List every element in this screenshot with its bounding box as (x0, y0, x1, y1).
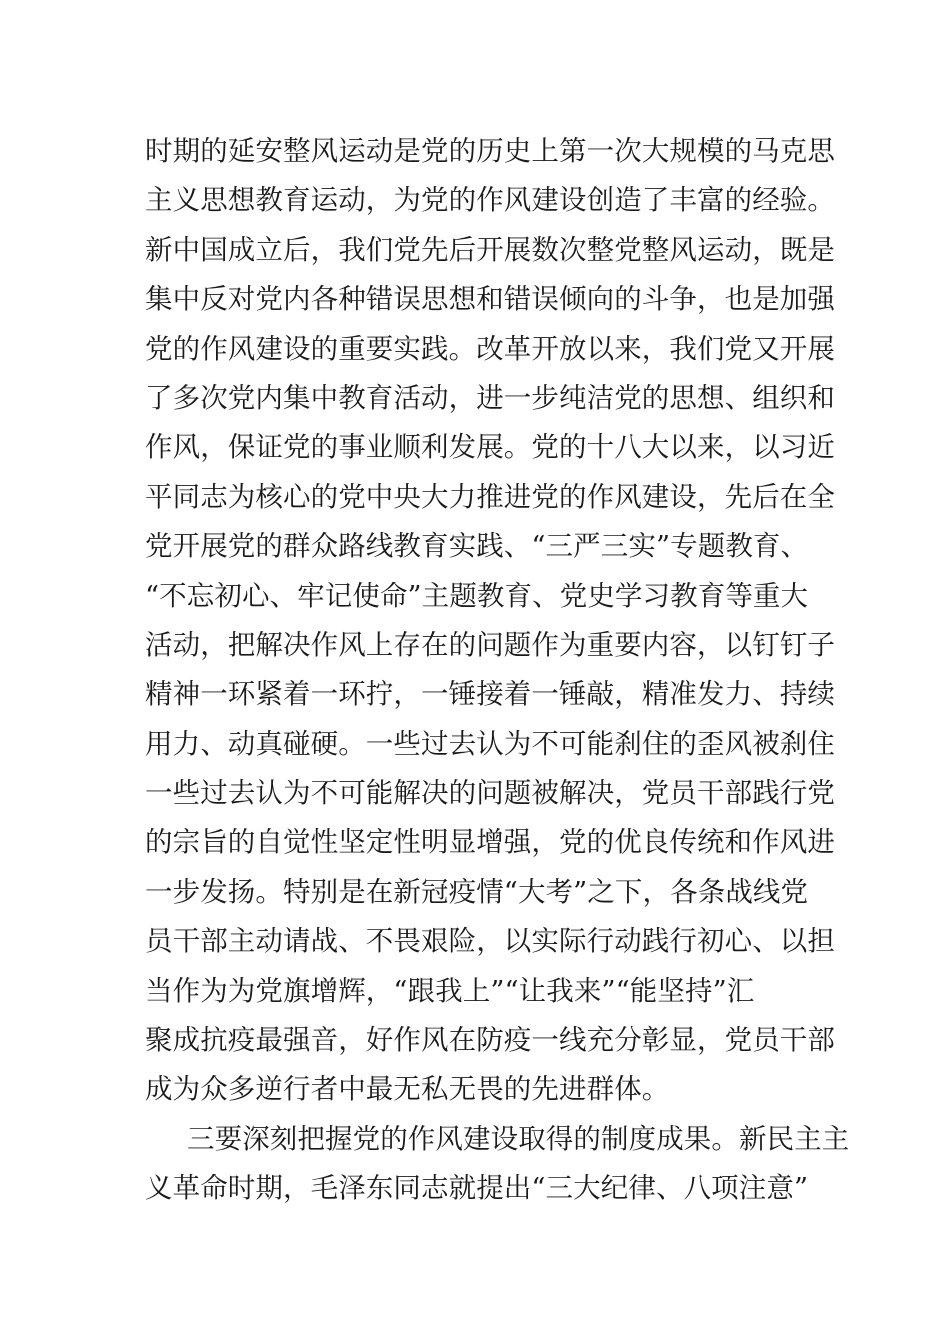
text-line: 党开展党的群众路线教育实践、“三严三实”专题教育、 (145, 530, 809, 563)
text-line: 用力、动真碰硬。一些过去认为不可能刹住的歪风被刹住 (145, 727, 835, 760)
text-line: 员干部主动请战、不畏艰险，以实际行动践行初心、以担 (145, 925, 835, 958)
text-line: 时期的延安整风运动是党的历史上第一次大规模的马克思 (145, 135, 835, 167)
text-line: 平同志为核心的党中央大力推进党的作风建设，先后在全 (145, 480, 835, 513)
text-line: 活动，把解决作风上存在的问题作为重要内容，以钉钉子 (145, 628, 835, 661)
text-line: 精神一环紧着一环拧，一锤接着一锤敲，精准发力、持续 (145, 678, 835, 711)
text-line: 成为众多逆行者中最无私无畏的先进群体。 (145, 1073, 670, 1106)
paragraph-start-line: 三要深刻把握党的作风建设取得的制度成果。新民主主 (187, 1122, 850, 1155)
text-line: 主义思想教育运动，为党的作风建设创造了丰富的经验。 (145, 184, 835, 217)
body-text (145, 127, 850, 1214)
text-line: 新中国成立后，我们党先后开展数次整党整风运动，既是 (145, 233, 835, 266)
text-line: 一步发扬。特别是在新冠疫情“大考”之下，各条战线党 (145, 875, 809, 908)
text-line: “不忘初心、牢记使命”主题教育、党史学习教育等重大 (145, 579, 809, 612)
text-line: 党的作风建设的重要实践。改革开放以来，我们党又开展 (145, 332, 835, 365)
text-line: 作风，保证党的事业顺利发展。党的十八大以来，以习近 (145, 431, 835, 464)
text-line: 一些过去认为不可能解决的问题被解决，党员干部践行党 (145, 777, 835, 810)
text-line: 义革命时期，毛泽东同志就提出“三大纪律、八项注意” (145, 1172, 809, 1205)
text-line: 集中反对党内各种错误思想和错误倾向的斗争，也是加强 (145, 283, 835, 316)
text-line: 了多次党内集中教育活动，进一步纯洁党的思想、组织和 (145, 381, 835, 414)
text-line: 聚成抗疫最强音，好作风在防疫一线充分彰显，党员干部 (145, 1024, 835, 1057)
text-line: 当作为为党旗增辉，“跟我上”“让我来”“能坚持”汇 (145, 974, 755, 1007)
text-line: 的宗旨的自觉性坚定性明显增强，党的优良传统和作风进 (145, 826, 835, 859)
